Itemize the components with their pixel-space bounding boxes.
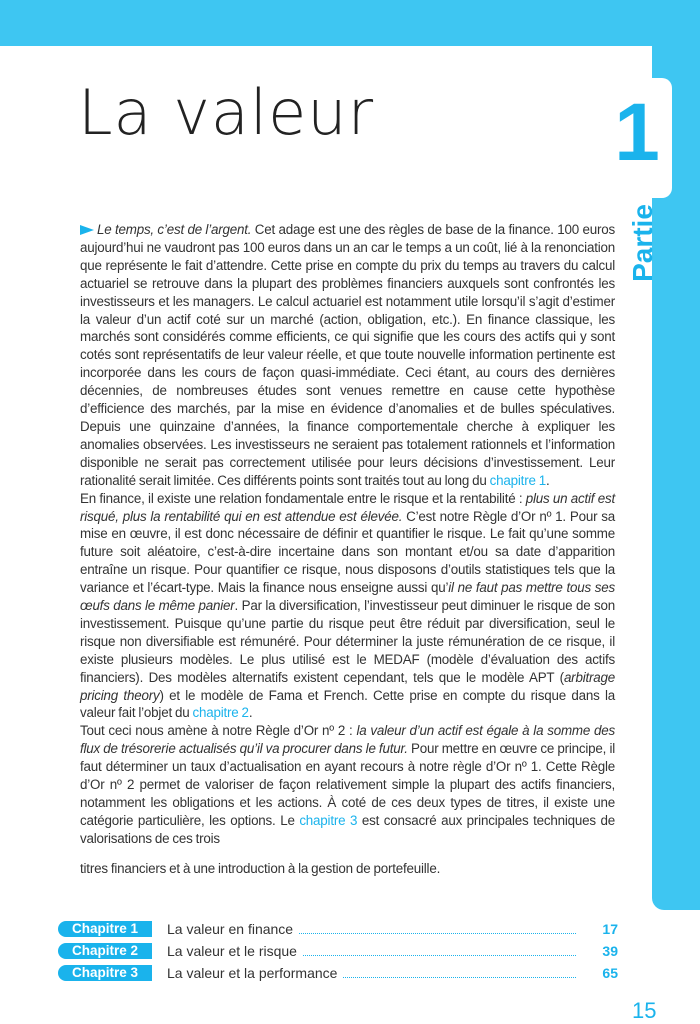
text: En finance, il existe une relation fondamentale entre le risque et la rentabilité : xyxy=(80,490,526,506)
toc-row[interactable] xyxy=(58,940,618,962)
chapter-page: 17 xyxy=(602,920,618,937)
italic-text: la valeur d’un actif est égale à la somme des flux de trésorerie actualisés qu’il va procurer dans le futur. xyxy=(80,723,615,757)
link-chapitre-2[interactable]: chapitre 2 xyxy=(192,705,249,721)
chapter-page: 65 xyxy=(602,964,618,981)
body-text xyxy=(80,221,615,878)
part-number: 1 xyxy=(614,87,660,178)
text: est consacré aux principales techniques de valorisations de ces trois xyxy=(80,812,615,846)
italic-text: plus un actif est risqué, plus la rentabilité qui en est attendue est élevée. xyxy=(80,490,615,524)
table-of-contents xyxy=(58,918,618,984)
toc-row[interactable] xyxy=(58,918,618,940)
text: . Par la diversification, l’investisseur peut diminuer le risque de son investissement. Puisque qu’une partie du risque peut être réduit par diversification, seul le risque non diversifiable est rémunéré. Pour déterminer la juste rémunération de ce risque, il existe plusieurs modèles. Le plus utilisé est le MEDAF (modèle d’évaluation des actifs financiers). Des modèles alternatifs existent cependant, tels que le modèle APT ( xyxy=(80,598,615,685)
paragraph-1 xyxy=(80,221,615,490)
text: C’est notre Règle d’Or nº 1. Pour sa mise en œuvre, il est donc nécessaire de définir et quantifier le risque. Le fait qu’une somme future soit aléatoire, c’est-à-dire incertaine dans son montant et/ou sa date d’apparition entraîne un risque. Pour quantifier ce risque, nous disposons d’outils statistiques tels que la variance et l’écart-type. Mais la finance nous enseigne aussi qu’ xyxy=(80,508,615,596)
chapter-title[interactable]: La valeur et la performance xyxy=(167,964,338,981)
chapter-title[interactable]: La valeur et le risque xyxy=(167,942,297,959)
page-content: Le temps, c’est de l’argent. Cet adage est une des règles de base de la finance. 100 euros aujourd’hui ne vaudront pas 100 euros dans un an car le temps a un coût, lié à la renonciation que représente le fait d’attendre. Cette prise en compte du prix du temps au travers du calcul actuariel se retrouve dans la plupart des problèmes financiers auxquels sont confrontés les investisseurs et les managers. Le calcul actuariel est notamment utile lorsqu’il s’agit d’estimer la valeur d’un actif coté sur un marché (action, obligation, etc.). En finance classique, les marchés sont considérés comme efficients, ce qui signifie que les cours des actifs qui y sont cotés sont représentatifs de leur valeur réelle, et que toute nouvelle information pertinente est incorporée dans les cours de façon quasi-immédiate. Ceci étant, au cours des dernières décennies, de nombreuses études sont venues remettre en cause cette hypothèse d’efficience des marchés, par la mise en évidence d’anomalies et de bulles spéculatives. Depuis une quinzaine d’années, la finance comportementale cherche à expliquer les anomalies observées. Les investisseurs ne seraient pas totalement rationnels et l’information disponible ne serait pas correctement utilisée pour leurs décisions d’investissement. Leur rationalité serait limitée. Ces différents points sont traités tout au long du chapitre 1. En finance, il existe une relation fondamentale entre le risque et la rentabilité : plus un actif est risqué, plus la rentabilité qui en est attendue est élevée. C’est notre Règle d’Or nº 1. Pour sa mise en œuvre, il est donc nécessaire de définir et quantifier le risque. Le fait qu’une somme future soit aléatoire, c’est-à-dire incertaine dans son montant et/ou sa date d’apparition entraîne un risque. Pour quantifier ce risque, nous disposons d’outils statistiques tels que la variance et l’écart-type. Mais la finance nous enseigne aussi qu’il ne faut pas mettre tous ses œufs dans le même panier. Par la diversification, l’investisseur peut diminuer le risque de son investissement. Puisque qu’une partie du risque peut être réduit par diversification, seul le risque non diversifiable est rémunéré. Pour déterminer la juste rémunération de ce risque, il existe plusieurs modèles. Le plus utilisé est le MEDAF (modèle d’évaluation des actifs financiers). Des modèles alternatifs existent cependant, tels que le modèle APT (arbitrage pricing theory) et le modèle de Fama et French. Cette prise en compte du risque dans la valeur fait l’objet du chapitre 2. Tout ceci nous amène à notre Règle d’Or nº 2 : la valeur d’un actif est égale à la somme des flux de trésorerie actualisés qu’il va procurer dans le futur. Pour mettre en œuvre ce principe, il faut déterminer un taux d’actualisation en ayant recours à notre règle d’Or nº 1. Cette Règle d’Or nº 2 permet de valoriser de façon relativement simple la plupart des actifs financiers, notamment les obligations et les actions. À coté de ces deux types de titres, il existe une catégorie particulière, les options. Le chapitre 3 est consacré aux principales techniques de valorisations de ces trois titres financiers et à une introduction à la gestion de portefeuille. Chapitre 1 La valeur en finance 17 Chapitre 2 La valeur et le risque 39 Chapitre 3 La valeur et la performance 65 15 xyxy=(80,221,615,1024)
leader-dots xyxy=(303,945,576,956)
paragraph-2 xyxy=(80,490,615,723)
page-title: La valeur xyxy=(78,76,375,149)
chapter-badge: Chapitre 2 xyxy=(58,943,152,959)
chapter-page: 39 xyxy=(602,942,618,959)
chapter-badge: Chapitre 1 xyxy=(58,921,152,937)
text: . xyxy=(248,705,253,721)
link-chapitre-1[interactable]: chapitre 1 xyxy=(489,472,546,488)
intro-italic: Le temps, c’est de l’argent. xyxy=(97,222,252,237)
top-color-band xyxy=(0,0,700,46)
leader-dots xyxy=(299,923,576,934)
italic-text: il ne faut pas mettre tous ses œufs dans le même panier xyxy=(80,580,615,614)
part-label: Partie xyxy=(627,204,658,282)
paragraph-4: titres financiers et à une introduction à la gestion de portefeuille. xyxy=(80,860,441,876)
chapter-title[interactable]: La valeur en finance xyxy=(167,920,294,937)
text: . xyxy=(545,472,550,488)
text: ) et le modèle de Fama et French. Cette prise en compte du risque dans la valeur fait l’objet du xyxy=(80,687,615,721)
chapter-badge: Chapitre 3 xyxy=(58,965,152,981)
italic-text: arbitrage pricing theory xyxy=(80,669,615,703)
arrow-icon xyxy=(80,225,94,235)
text: Tout ceci nous amène à notre Règle d’Or nº 2 : xyxy=(80,723,357,739)
paragraph-3 xyxy=(80,722,615,847)
text: Cet adage est une des règles de base de la finance. 100 euros aujourd’hui ne vaudront pas 100 euros dans un an car le temps a un coût, lié à la renonciation que représente le fait d’attendre. Cette prise en compte du prix du temps au travers du calcul actuariel se retrouve dans la plupart des problèmes financiers auxquels sont confrontés les investisseurs et les managers. Le calcul actuariel est notamment utile lorsqu’il s’agit d’estimer la valeur d’un actif coté sur un marché (action, obligation, etc.). En finance classique, les marchés sont considérés comme efficients, ce qui signifie que les cours des actifs qui y sont cotés sont représentatifs de leur valeur réelle, et que toute nouvelle information pertinente est incorporée dans les cours de façon quasi-immédiate. Ceci étant, au cours des dernières décennies, de nombreuses études sont venues remettre en cause cette hypothèse d’efficience des marchés, par la mise en évidence d’anomalies et de bulles spéculatives. Depuis une quinzaine d’années, la finance comportementale cherche à expliquer les anomalies observées. Les investisseurs ne seraient pas totalement rationnels et l’information disponible ne serait pas correctement utilisée pour leurs décisions d’investissement. Leur rationalité serait limitée. Ces différents points sont traités tout au long du xyxy=(80,222,615,488)
link-chapitre-3[interactable]: chapitre 3 xyxy=(299,812,358,828)
text: Pour mettre en œuvre ce principe, il faut déterminer un taux d’actualisation en ayant recours à notre règle d’Or nº 1. Cette Règle d’Or nº 2 permet de valoriser de façon relativement simple la plupart des actifs financiers, notamment les obligations et les actions. À coté de ces deux types de titres, il existe une catégorie particulière, les options. Le xyxy=(80,741,615,828)
